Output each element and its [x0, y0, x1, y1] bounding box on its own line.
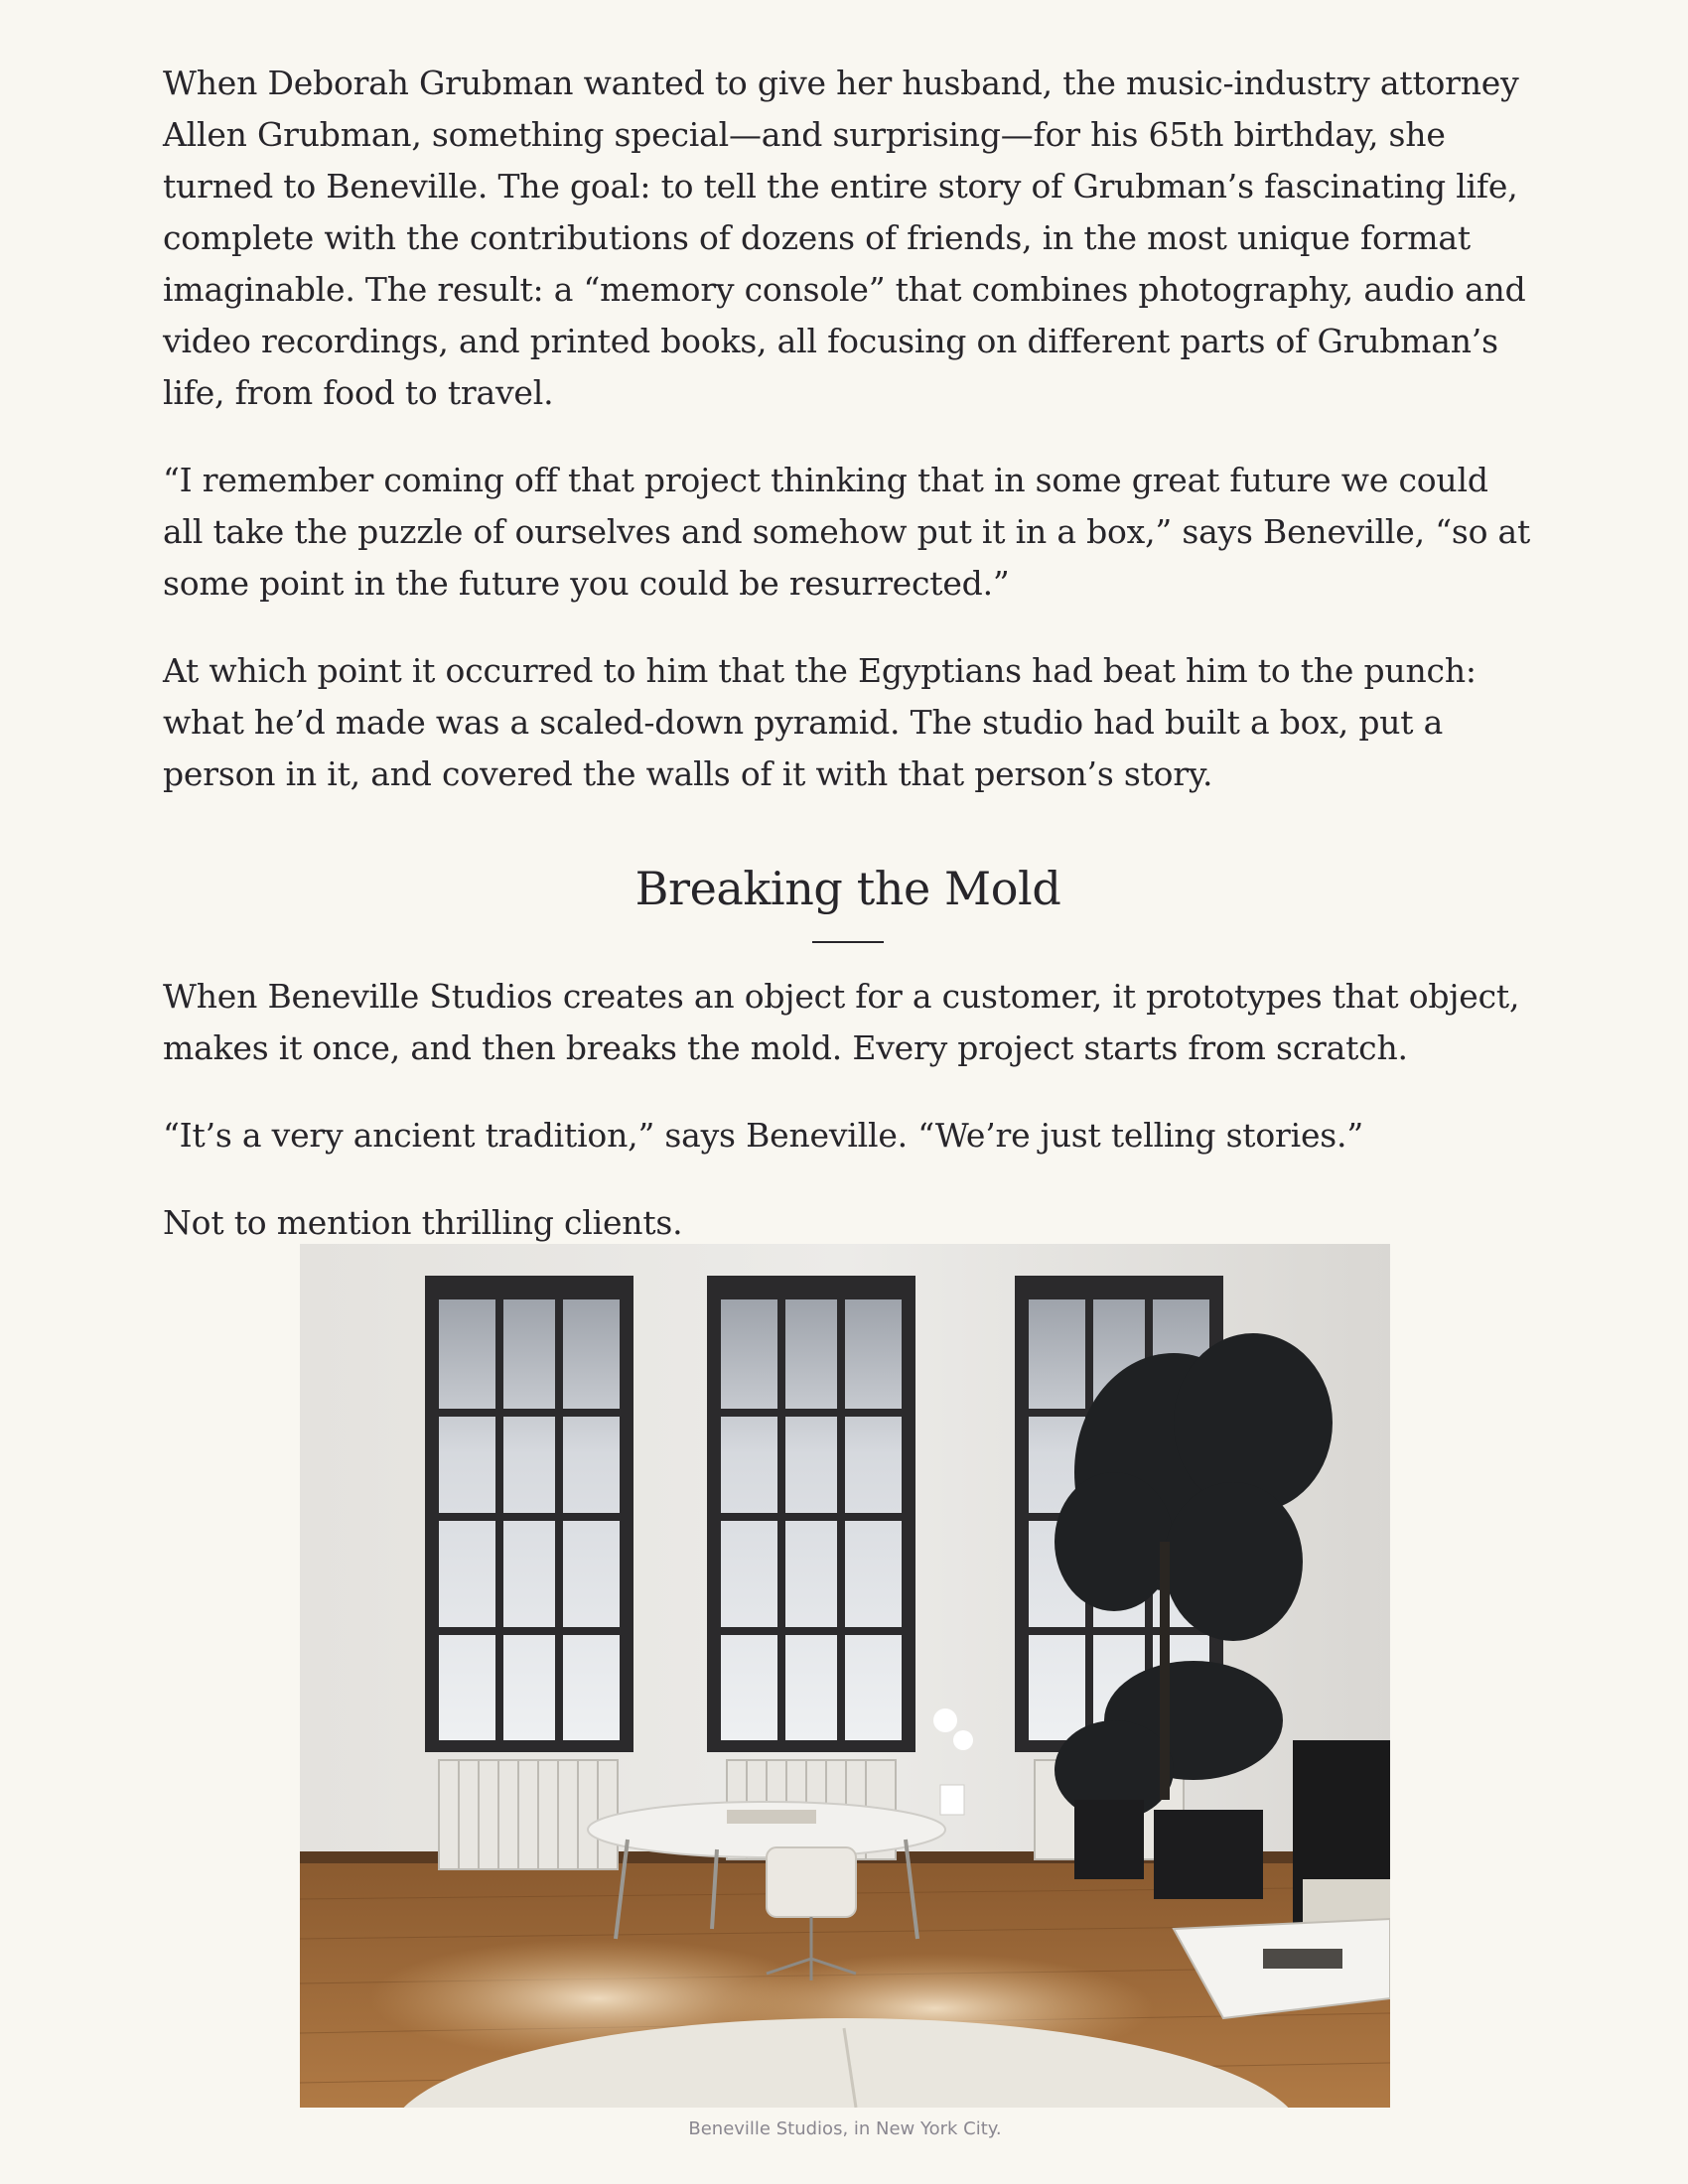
- article-body: [163, 58, 1533, 1285]
- studio-photo: [300, 1244, 1390, 2108]
- heading-divider: [812, 941, 884, 943]
- paragraph-egyptians: At which point it occurred to him that the Egyptians had beat him to the punch: what he’d made was a scaled-down pyramid. The studio had built a box, put a person in it, and covered the walls of it with that person’s story.: [163, 651, 1477, 793]
- paragraph-grubman-gift: When Deborah Grubman wanted to give her husband, the music-industry attorney Allen Grubman, something special—and surprising—for his 65th birthday, she turned to Beneville. The goal: to tell the entire story of Grubman’s fascinating life, complete with the contributions of dozens of friends, in the most unique format imaginable. The result: a “memory console” that combines photography, audio and video recordings, and printed books, all focusing on different parts of Grubman’s life, from food to travel.: [163, 64, 1526, 412]
- paragraph-remember-quote: “I remember coming off that project thinking that in some great future we could all take the puzzle of ourselves and somehow put it in a box,” says Beneville, “so at some point in the future you could be resurrected.”: [163, 461, 1531, 603]
- paragraph-break-mold: When Beneville Studios creates an object for a customer, it prototypes that object, makes it once, and then breaks the mold. Every project starts from scratch.: [163, 977, 1520, 1067]
- paragraph-ancient-tradition: “It’s a very ancient tradition,” says Beneville. “We’re just telling stories.”: [163, 1116, 1363, 1155]
- section-heading: Breaking the Mold: [634, 862, 1061, 915]
- photo-caption: Beneville Studios, in New York City.: [688, 2118, 1002, 2139]
- paragraph-thrilling-clients: Not to mention thrilling clients.: [163, 1203, 683, 1242]
